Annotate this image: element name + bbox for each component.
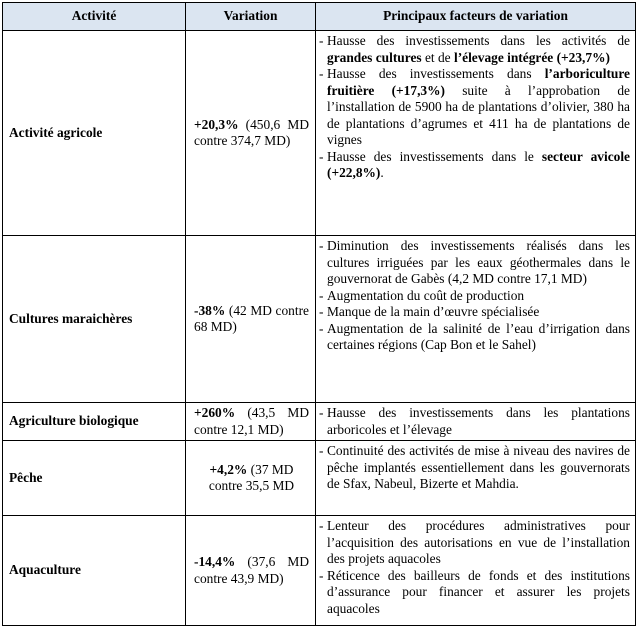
factor-item: - Hausse des investissements dans les plantations arboricoles et l’élevage <box>319 405 630 437</box>
header-activite: Activité <box>3 3 186 31</box>
variation-detail: (42 MD contre 68 MD) <box>194 302 309 334</box>
variation-detail: (43,5 MD contre 12,1 MD) <box>194 405 309 437</box>
variation-percent: +260% <box>194 405 236 420</box>
variation-percent: -38% <box>194 302 226 318</box>
factor-item: - Manque de la main d’œuvre spécialisée <box>319 304 540 319</box>
variation-percent: +20,3% <box>194 116 239 132</box>
factor-item: - Hausse des investissements dans l’arboriculture fruitière (+17,3%) suite à l’approbation de l’installation de 5900 ha de plantations d’olivier, 380 ha de plantations d’agrumes et 411 ha de plantations de vignes <box>319 66 630 147</box>
variation-cell <box>186 403 316 441</box>
activity-cell: Pêche <box>3 441 186 516</box>
table-row <box>3 31 636 236</box>
variation-detail: (37 MD contre 35,5 MD <box>208 461 295 493</box>
table-row <box>3 441 636 516</box>
factors-cell <box>316 441 636 516</box>
header-facteurs: Principaux facteurs de variation <box>316 3 636 31</box>
factors-cell <box>316 403 636 441</box>
table-row <box>3 403 636 441</box>
header-row <box>3 3 636 31</box>
investment-variation-table <box>2 2 636 626</box>
factors-cell <box>316 236 636 403</box>
factor-item: - Augmentation de la salinité de l’eau d’irrigation dans certaines régions (Cap Bon et le Sahel) <box>319 320 630 352</box>
variation-detail: (450,6 MD contre 374,7 MD) <box>194 116 309 148</box>
activity-cell: Activité agricole <box>3 31 186 236</box>
table-row <box>3 236 636 403</box>
factor-item: - Hausse des investissements dans les activités de grandes cultures et de l’élevage intégrée (+23,7%) <box>319 33 630 65</box>
variation-cell <box>186 516 316 626</box>
factor-item: - Réticence des bailleurs de fonds et des institutions d’assurance pour financer et assurer les projets aquacoles <box>319 567 630 616</box>
header-variation: Variation <box>186 3 316 31</box>
factor-item: - Lenteur des procédures administratives pour l’acquisition des autorisations en vue de l’installation des projets aquacoles <box>319 518 630 566</box>
factor-item: - Augmentation du coût de production <box>319 287 525 303</box>
variation-cell <box>186 236 316 403</box>
variation-cell <box>186 31 316 236</box>
variation-detail: (37,6 MD contre 43,9 MD) <box>194 554 309 586</box>
factors-cell <box>316 31 636 236</box>
factor-item: - Hausse des investissements dans le secteur avicole (+22,8%). <box>319 148 630 180</box>
variation-cell <box>186 441 316 516</box>
activity-cell: Aquaculture <box>3 516 186 626</box>
factors-cell <box>316 516 636 626</box>
variation-percent: +4,2% <box>209 461 248 477</box>
factor-item: - Diminution des investissements réalisés dans les cultures irriguées par les eaux géothermales dans le gouvernorat de Gabès (4,2 MD contre 17,1 MD) <box>319 238 630 286</box>
activity-cell: Cultures maraichères <box>3 236 186 403</box>
table-row <box>3 516 636 626</box>
variation-percent: -14,4% <box>194 554 236 569</box>
activity-cell: Agriculture biologique <box>3 403 186 441</box>
factor-item: - Continuité des activités de mise à niveau des navires de pêche implantés essentiellement dans les gouvernorats de Sfax, Nabeul, Bizerte et Mahdia. <box>319 443 630 491</box>
